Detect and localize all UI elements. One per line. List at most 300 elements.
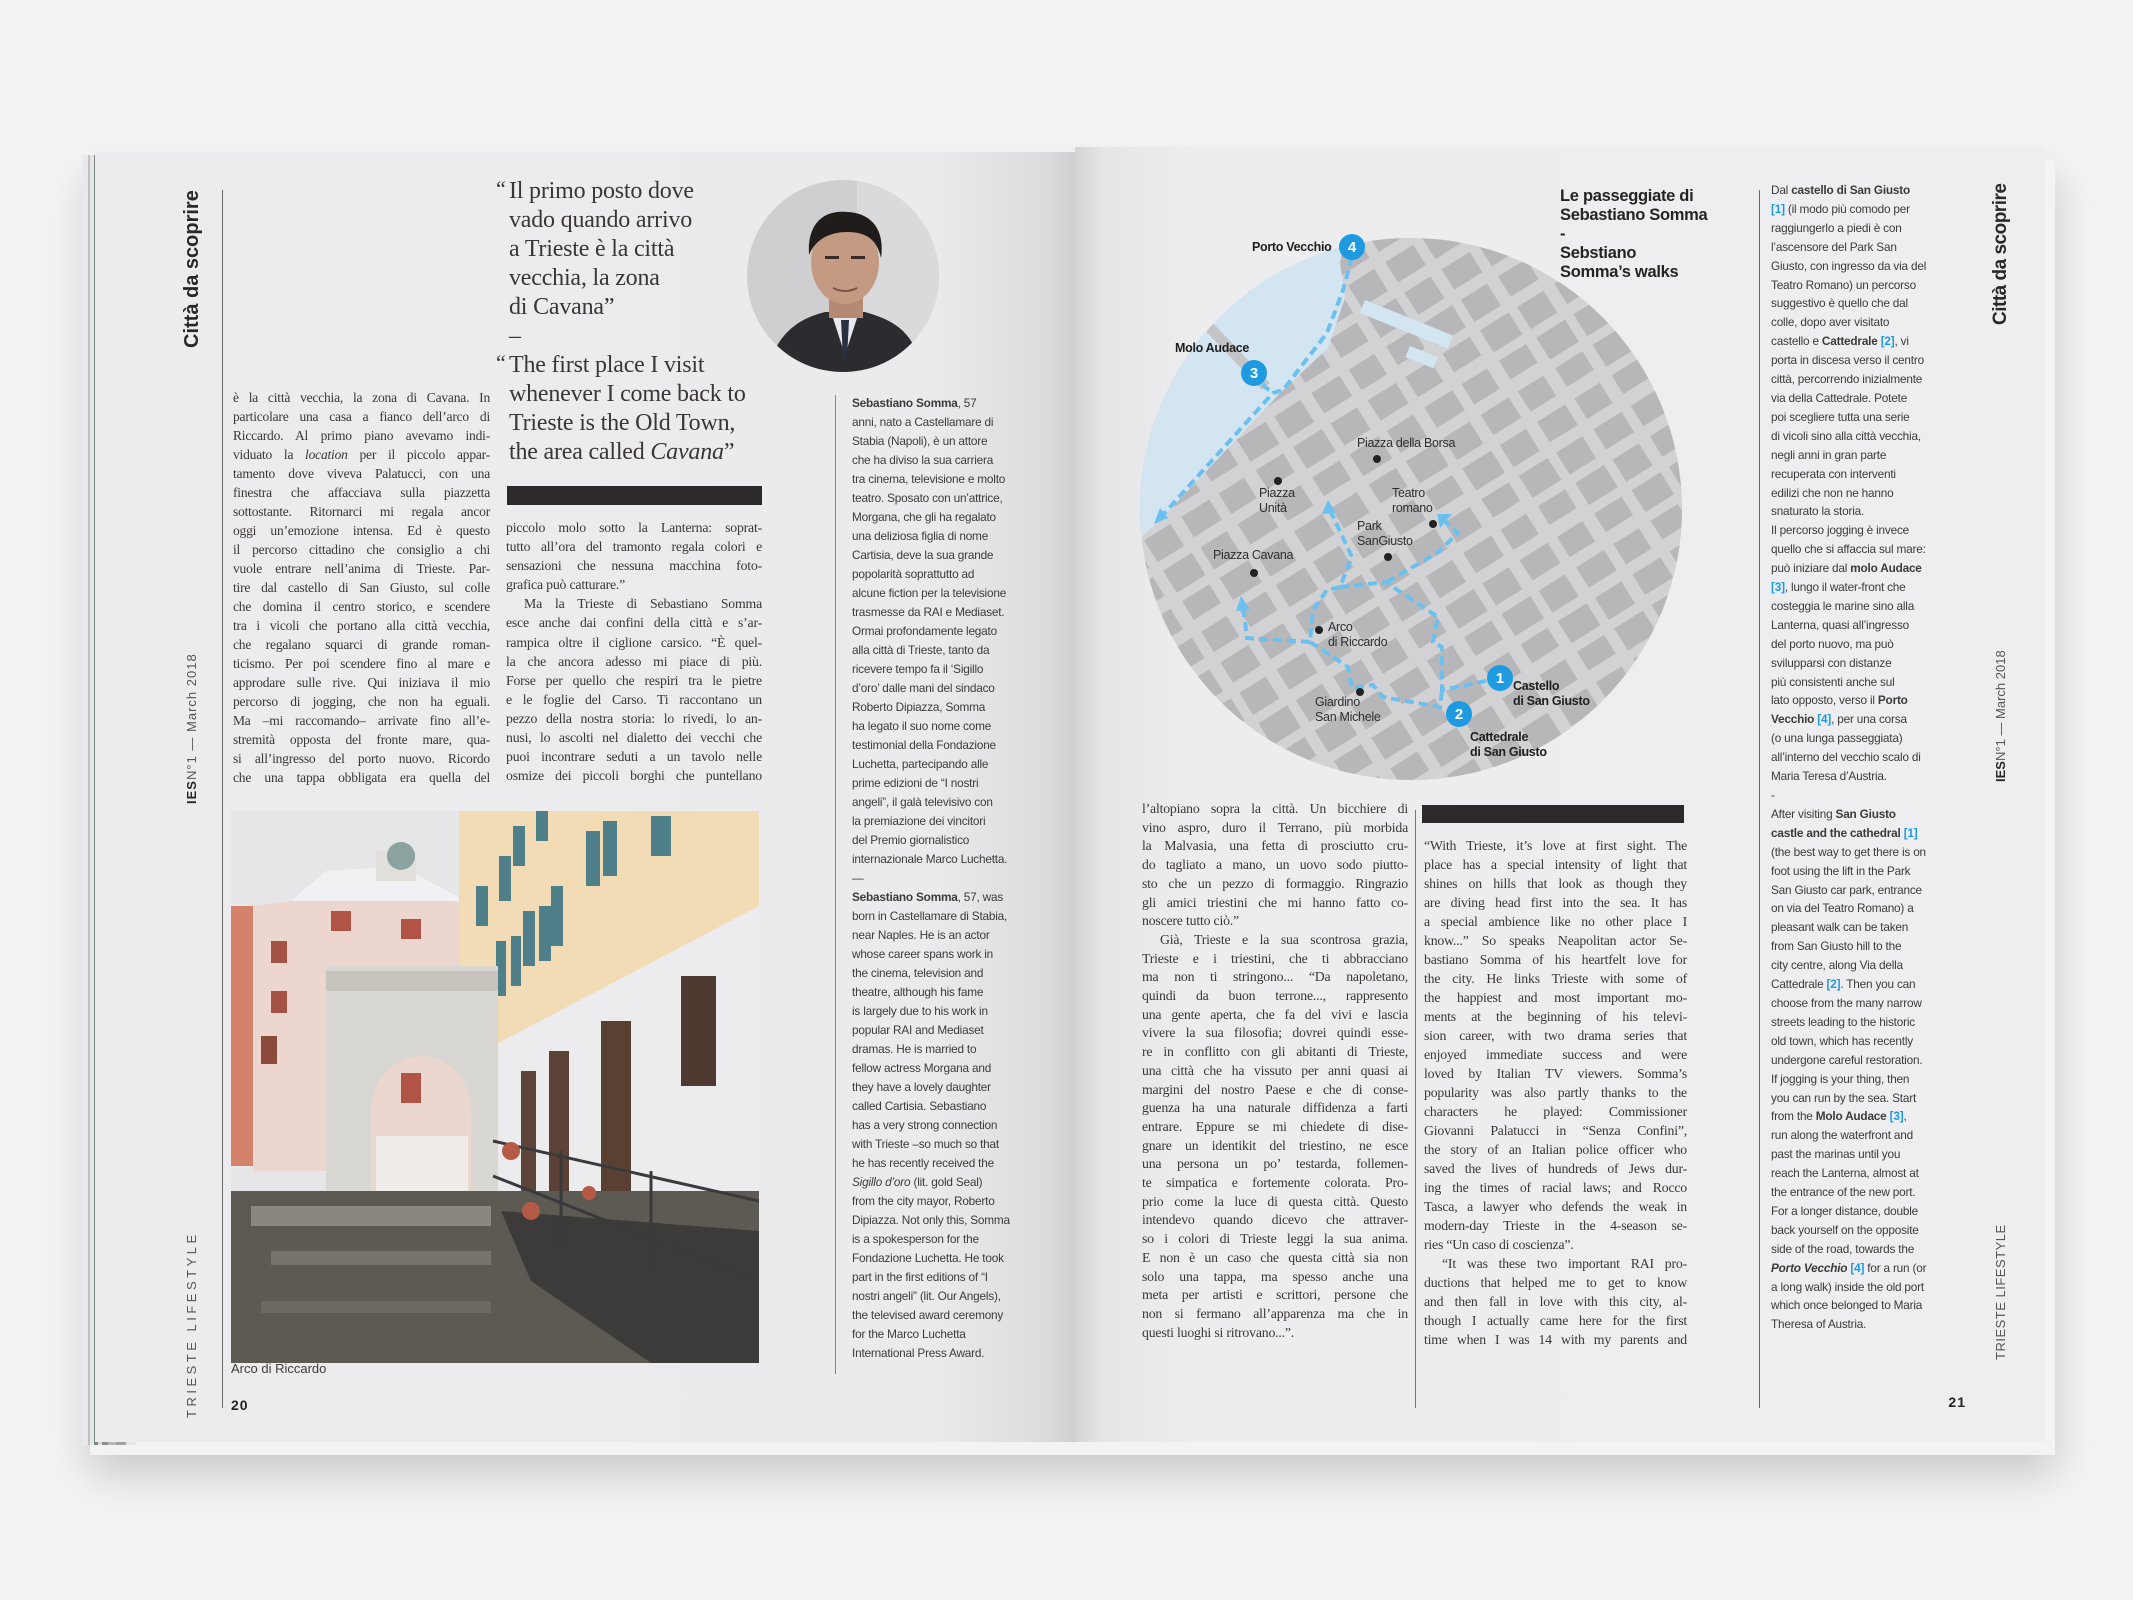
text-line bbox=[852, 1116, 1042, 1135]
text-line bbox=[852, 793, 1042, 812]
map-building-block bbox=[1592, 245, 1630, 281]
map-reference: [1] bbox=[1771, 201, 1785, 216]
text-run: pleasant walk can be taken bbox=[1771, 920, 1909, 935]
text-line bbox=[509, 293, 746, 322]
text-line bbox=[852, 1344, 1042, 1363]
text-line bbox=[1142, 1024, 1408, 1043]
text-line bbox=[852, 831, 1042, 850]
place-label-arco-di-riccardo bbox=[1328, 620, 1387, 650]
photo-image bbox=[231, 811, 759, 1363]
text-run: is largely due to his work in bbox=[852, 1004, 988, 1018]
text-run: recuperata con interventi bbox=[1771, 466, 1896, 481]
text-run: finestra che affacciava sulla piazzetta bbox=[233, 485, 490, 500]
text-line bbox=[852, 1306, 1042, 1325]
map-building-block bbox=[1140, 630, 1148, 668]
text-line bbox=[1771, 881, 1971, 900]
text-line bbox=[233, 502, 490, 521]
text-line bbox=[509, 438, 746, 467]
text-run: place has a special intensity of light that bbox=[1424, 857, 1687, 872]
text-line bbox=[1771, 956, 1971, 975]
text-line bbox=[1142, 1006, 1408, 1025]
place-label-giardino-san-michele bbox=[1315, 695, 1381, 725]
text-line bbox=[233, 616, 490, 635]
map-building-block bbox=[1165, 723, 1204, 759]
map-building-block bbox=[1184, 754, 1222, 780]
text-run: prio come la luce di questa città. Questo bbox=[1142, 1193, 1408, 1209]
text-line bbox=[852, 679, 1042, 698]
marker-label-cattedrale bbox=[1470, 730, 1547, 760]
text-run: which once belonged to Maria bbox=[1771, 1298, 1923, 1313]
text-line bbox=[509, 264, 746, 293]
map-building-block bbox=[1578, 720, 1618, 758]
place-dot bbox=[1274, 477, 1282, 485]
text-run: International Press Award. bbox=[852, 1346, 985, 1360]
text-run: ricevere tempo fa il ‘Sigillo bbox=[852, 662, 984, 676]
text-run: Già, Trieste e la sua scontrosa grazia, bbox=[1160, 931, 1408, 947]
text-run: una persona un po’ testarda, follemen- bbox=[1142, 1156, 1408, 1172]
text-run: vino aspro, duro il Terrano, più morbida bbox=[1142, 819, 1408, 835]
column-rule bbox=[1415, 810, 1416, 1408]
text-run: loved by Italian TV viewers. Somma’s bbox=[1424, 1066, 1687, 1081]
text-run: characters he played: Commissioner bbox=[1424, 1104, 1687, 1119]
section-title: Città da scoprire bbox=[181, 190, 203, 348]
text-run: After visiting bbox=[1771, 806, 1836, 821]
text-line bbox=[1142, 875, 1408, 894]
text-run: has a very strong connection bbox=[852, 1118, 998, 1132]
label-line: Unità bbox=[1259, 501, 1287, 515]
map-building-block bbox=[1611, 273, 1652, 311]
marker-label-castello bbox=[1513, 679, 1590, 709]
text-run: (il modo più comodo per bbox=[1784, 201, 1910, 216]
text-run: vado quando arrivo bbox=[509, 207, 693, 233]
text-run: una gente aperta, che fa del vivi e lascia bbox=[1142, 1006, 1408, 1022]
text-run: la Malvasia, una fetta di prosciutto cru- bbox=[1142, 838, 1408, 854]
text-run: Il primo posto dove bbox=[509, 178, 694, 204]
text-run: streets leading to the historic bbox=[1771, 1014, 1915, 1029]
text-line bbox=[233, 654, 490, 673]
text-run: side of the road, towards the bbox=[1771, 1241, 1915, 1256]
text-run: for a run (or bbox=[1864, 1260, 1927, 1275]
text-line bbox=[1424, 912, 1687, 931]
text-line bbox=[1771, 1089, 1971, 1108]
label-line: Park bbox=[1357, 519, 1382, 533]
text-run: If jogging is your thing, then bbox=[1771, 1071, 1910, 1086]
text-run: Theresa of Austria. bbox=[1771, 1317, 1867, 1332]
text-run: intendevo quando dicevo che attraver- bbox=[1142, 1212, 1408, 1228]
text-line bbox=[1771, 465, 1971, 484]
text-line bbox=[1771, 351, 1971, 370]
marker-label-molo-audace bbox=[1175, 341, 1249, 356]
bold-text: castello di San Giusto bbox=[1791, 183, 1911, 197]
text-line bbox=[506, 766, 762, 785]
text-run: tra i vicoli che portano alla città vecchia, bbox=[233, 618, 490, 633]
place-label-piazza-cavana bbox=[1213, 548, 1293, 563]
text-line bbox=[1771, 748, 1971, 767]
label-line: Arco bbox=[1328, 620, 1353, 634]
text-run: Giovanni Palatucci in “Senza Confini”, bbox=[1424, 1123, 1687, 1138]
text-line bbox=[852, 1249, 1042, 1268]
text-line bbox=[852, 1097, 1042, 1116]
text-run: prime edizioni de “I nostri bbox=[852, 776, 979, 790]
text-line bbox=[233, 578, 490, 597]
map-building-block bbox=[1297, 769, 1335, 780]
walks-heading-italian: Le passeggiate di Sebastiano Somma bbox=[1560, 187, 1708, 224]
text-run: , bbox=[1903, 1109, 1907, 1124]
decorative-black-bar bbox=[1422, 805, 1684, 823]
article-column-2 bbox=[506, 518, 762, 785]
text-line bbox=[1424, 950, 1687, 969]
text-line bbox=[1771, 635, 1971, 654]
text-line bbox=[506, 709, 762, 728]
text-run: di Cavana” bbox=[509, 294, 615, 320]
text-line bbox=[1142, 856, 1408, 875]
text-line bbox=[852, 565, 1042, 584]
text-line bbox=[1424, 855, 1687, 874]
text-line bbox=[1142, 1268, 1408, 1287]
text-run: the city. He links Trieste with some of bbox=[1424, 971, 1687, 986]
label-line: Piazza bbox=[1259, 486, 1295, 500]
text-run: raggiungerlo a piedi è con bbox=[1771, 220, 1902, 235]
map-building-block bbox=[1221, 730, 1260, 766]
text-line bbox=[233, 635, 490, 654]
text-line bbox=[1771, 427, 1971, 446]
text-line bbox=[233, 407, 490, 426]
text-line bbox=[509, 380, 746, 409]
text-run: from San Giusto hill to the bbox=[1771, 939, 1902, 954]
map-building-block bbox=[1649, 334, 1682, 374]
text-run: Dal bbox=[1771, 183, 1792, 197]
text-run: (lit. gold Seal) bbox=[910, 1175, 983, 1189]
text-line bbox=[1771, 540, 1971, 559]
left-margin-rule bbox=[222, 190, 223, 1408]
quote-open-mark: “ bbox=[496, 176, 506, 201]
text-run: la premiazione dei vincitori bbox=[852, 814, 986, 828]
text-line bbox=[852, 470, 1042, 489]
text-run: sion career, with two drama series that bbox=[1424, 1028, 1687, 1043]
text-run: osmize dei piccoli borghi che puntellano bbox=[506, 768, 762, 784]
text-run: ing the times of racial laws; and Rocco bbox=[1424, 1180, 1687, 1195]
text-line bbox=[852, 1173, 1042, 1192]
bold-text: Sebastiano Somma bbox=[852, 890, 958, 904]
text-run: , 57, was bbox=[957, 890, 1004, 904]
text-line bbox=[852, 926, 1042, 945]
text-run: know...” So speaks Neapolitan actor Se- bbox=[1424, 933, 1687, 948]
text-line bbox=[1771, 238, 1971, 257]
text-line bbox=[233, 749, 490, 768]
text-run: costeggia le marine sino alla bbox=[1771, 598, 1915, 613]
text-run: E non è un caso che questa città sia non bbox=[1142, 1249, 1408, 1265]
text-line bbox=[1771, 1202, 1971, 1221]
text-run: viduato la bbox=[233, 447, 306, 462]
text-line bbox=[1771, 1240, 1971, 1259]
label-line: Castello bbox=[1513, 679, 1560, 693]
text-run: per il piccolo appar- bbox=[347, 447, 490, 462]
text-line bbox=[1142, 1155, 1408, 1174]
text-line bbox=[852, 603, 1042, 622]
text-line bbox=[1424, 1026, 1687, 1045]
pull-quote bbox=[496, 177, 746, 467]
text-line bbox=[1771, 1070, 1971, 1089]
text-line bbox=[852, 717, 1042, 736]
map-building-block bbox=[1648, 252, 1682, 288]
text-run: For a longer distance, double bbox=[1771, 1203, 1919, 1218]
text-run: d’oro’ dalle mani del sindaco bbox=[852, 681, 995, 695]
text-line bbox=[1424, 988, 1687, 1007]
map-marker-2[interactable]: 2 bbox=[1446, 701, 1472, 727]
text-run: do tagliato a mano, un uovo sodo piutto- bbox=[1142, 857, 1408, 873]
quote-italian-lines bbox=[496, 177, 746, 322]
text-run: The first place I visit bbox=[509, 352, 705, 378]
magazine-name-right: TRIESTE LIFESTYLE bbox=[1993, 1224, 2008, 1360]
text-run: enjoyed immediate success and were bbox=[1424, 1047, 1687, 1062]
text-run: foot using the lift in the Park bbox=[1771, 863, 1911, 878]
text-line bbox=[1771, 899, 1971, 918]
text-line bbox=[1424, 1311, 1687, 1330]
text-line bbox=[852, 774, 1042, 793]
map-building-block bbox=[1630, 305, 1670, 343]
text-run: a special ambience like no other place I bbox=[1424, 914, 1687, 929]
text-line bbox=[1771, 691, 1971, 710]
map-building-block bbox=[1140, 715, 1147, 751]
text-run: modern-day Trieste in the 4-season se- bbox=[1424, 1218, 1687, 1233]
text-line bbox=[1771, 1013, 1971, 1032]
text-line bbox=[1142, 1193, 1408, 1212]
text-run: , 57 bbox=[957, 396, 977, 410]
text-line bbox=[852, 1287, 1042, 1306]
text-line bbox=[233, 711, 490, 730]
text-line bbox=[1771, 1315, 1971, 1334]
text-run: l’altopiano sopra la città. Un bicchiere di bbox=[1142, 801, 1408, 816]
text-line bbox=[852, 451, 1042, 470]
text-line bbox=[233, 388, 490, 407]
text-line bbox=[1424, 1197, 1687, 1216]
text-line bbox=[852, 945, 1042, 964]
text-run: Ma –mi raccomando– arrivate fino all’e- bbox=[233, 713, 490, 728]
text-run: - bbox=[1771, 788, 1775, 802]
text-line bbox=[852, 736, 1042, 755]
text-run: , vi bbox=[1894, 334, 1909, 349]
text-line bbox=[852, 1192, 1042, 1211]
text-line bbox=[1142, 1062, 1408, 1081]
walks-column bbox=[1771, 181, 1971, 1334]
label-line: SanGiusto bbox=[1357, 534, 1413, 548]
text-run: popular RAI and Mediaset bbox=[852, 1023, 984, 1037]
text-line bbox=[233, 768, 490, 787]
text-line bbox=[506, 594, 762, 613]
text-line bbox=[1771, 578, 1971, 597]
text-line bbox=[852, 964, 1042, 983]
text-line bbox=[852, 869, 1042, 888]
photo-caption: Arco di Riccardo bbox=[231, 1361, 327, 1376]
text-run: Fondazione Luchetta. He took bbox=[852, 1251, 1004, 1265]
label-line: Piazza della Borsa bbox=[1357, 436, 1456, 450]
text-line bbox=[1771, 1145, 1971, 1164]
text-line bbox=[1142, 1043, 1408, 1062]
text-line bbox=[1424, 1292, 1687, 1311]
text-run: quindi da buon terrone..., rappresento bbox=[1142, 988, 1408, 1004]
text-line bbox=[1771, 276, 1971, 295]
text-run: from the city mayor, Roberto bbox=[852, 1194, 995, 1208]
text-line bbox=[1424, 1007, 1687, 1026]
text-run: ” bbox=[723, 439, 735, 465]
text-line bbox=[1142, 1211, 1408, 1230]
text-run: with Trieste –so much so that bbox=[852, 1137, 999, 1151]
text-line bbox=[233, 445, 490, 464]
map-building-block bbox=[1573, 238, 1612, 249]
map-building-block bbox=[1240, 761, 1278, 780]
map-building-block bbox=[1160, 238, 1201, 254]
map-building-block bbox=[1535, 238, 1573, 274]
text-line bbox=[1771, 408, 1971, 427]
text-line bbox=[1771, 824, 1971, 843]
text-run: reach the Lanterna, almost at bbox=[1771, 1166, 1919, 1181]
text-line bbox=[506, 747, 762, 766]
text-run: snaturato la storia. bbox=[1771, 504, 1865, 519]
text-line bbox=[852, 660, 1042, 679]
text-line bbox=[1142, 950, 1408, 969]
text-run: the happiest and most important mo- bbox=[1424, 990, 1687, 1005]
text-line bbox=[506, 652, 762, 671]
text-run: . Then you can bbox=[1840, 977, 1916, 992]
map-building-block bbox=[1667, 281, 1682, 319]
text-run: the entrance of the new port. bbox=[1771, 1185, 1916, 1200]
text-run: più consistenti anche sul bbox=[1771, 674, 1895, 689]
issue-brand: IES bbox=[184, 779, 199, 804]
text-run: Ma la Trieste di Sebastiano Somma bbox=[524, 596, 762, 612]
page-number-right: 21 bbox=[1948, 1394, 1966, 1410]
place-dot bbox=[1429, 520, 1437, 528]
text-run: “With Trieste, it’s love at first sight. The bbox=[1424, 838, 1687, 853]
text-line bbox=[1771, 313, 1971, 332]
map-marker-3[interactable]: 3 bbox=[1241, 360, 1267, 386]
text-line bbox=[1424, 1064, 1687, 1083]
text-line bbox=[1142, 1230, 1408, 1249]
text-line bbox=[506, 556, 762, 575]
text-line bbox=[852, 489, 1042, 508]
text-run: shines on hills that look as though they bbox=[1424, 876, 1687, 891]
text-run: Forse per quello che respiri tra le pietre bbox=[506, 672, 762, 688]
map-reference: [3] bbox=[1771, 580, 1785, 595]
text-run: margini del nostro Paese e che di conse- bbox=[1142, 1081, 1408, 1097]
text-run: Stabia (Napoli), è un attore bbox=[852, 434, 988, 448]
text-run: tra cinema, televisione e molto bbox=[852, 472, 1006, 486]
text-run: vivere la sua filosofia; dovrei quindi esse- bbox=[1142, 1025, 1408, 1041]
text-run: meta per artisti e scrittori, persone che bbox=[1142, 1287, 1408, 1303]
text-run: he has recently received the bbox=[852, 1156, 994, 1170]
text-line bbox=[1771, 559, 1971, 578]
text-line bbox=[506, 518, 762, 537]
text-line bbox=[1142, 1174, 1408, 1193]
text-line bbox=[852, 755, 1042, 774]
text-run: porta in discesa verso il centro bbox=[1771, 353, 1924, 368]
text-run: che domina il centro storico, e scendere bbox=[233, 599, 490, 614]
text-line bbox=[852, 1078, 1042, 1097]
text-run: all’interno del vecchio scalo di bbox=[1771, 750, 1921, 765]
text-run: (o una lunga passeggiata) bbox=[1771, 731, 1903, 746]
text-run: il percorso cittadino che consiglio a chi bbox=[233, 542, 490, 557]
text-run: teatro. Sposato con un’attrice, bbox=[852, 491, 1003, 505]
text-run: colle, dopo aver visitato bbox=[1771, 315, 1890, 330]
bold-italic-text: Porto Vecchio bbox=[1771, 1260, 1848, 1275]
text-run: che ha diviso la sua carriera bbox=[852, 453, 994, 467]
text-run: Teatro Romano) un percorso bbox=[1771, 277, 1916, 292]
map-reference: [2] bbox=[1880, 334, 1895, 349]
text-run: so i colori di Trieste leggi la sua anima. bbox=[1142, 1231, 1408, 1247]
text-line bbox=[1771, 502, 1971, 521]
text-line bbox=[1424, 1102, 1687, 1121]
bold-text: molo Audace bbox=[1850, 561, 1922, 576]
text-line bbox=[852, 1268, 1042, 1287]
bold-text: San Giusto bbox=[1835, 806, 1896, 821]
text-run: they have a lovely daughter bbox=[852, 1080, 991, 1094]
text-run: e le foglie del Carso. Ti raccontano un bbox=[506, 691, 762, 707]
bio-column bbox=[852, 394, 1042, 1363]
map-building-block bbox=[1652, 674, 1682, 710]
text-run: Roberto Dipiazza, Somma bbox=[852, 700, 986, 714]
bold-text: Porto bbox=[1877, 693, 1908, 708]
text-run: popularity was also partly thanks to the bbox=[1424, 1085, 1687, 1100]
text-line bbox=[1142, 1081, 1408, 1100]
map-building-block bbox=[1216, 238, 1257, 261]
text-line bbox=[1771, 332, 1971, 351]
text-line bbox=[506, 537, 762, 556]
map-reference: [2] bbox=[1826, 977, 1841, 992]
text-line bbox=[1771, 1278, 1971, 1297]
text-run: internazionale Marco Luchetta. bbox=[852, 852, 1008, 866]
text-line bbox=[1142, 1249, 1408, 1268]
text-line bbox=[852, 1059, 1042, 1078]
text-run: del porto nuovo, ma può bbox=[1771, 636, 1894, 651]
text-run: quello che si affaccia sul mare: bbox=[1771, 542, 1926, 557]
text-run: you can run by the sea. Start bbox=[1771, 1090, 1917, 1105]
text-run: city centre, along Via della bbox=[1771, 958, 1903, 973]
text-line bbox=[1771, 257, 1971, 276]
text-run: the televised award ceremony bbox=[852, 1308, 1004, 1322]
bold-text: Cattedrale bbox=[1821, 334, 1878, 349]
text-line bbox=[1771, 937, 1971, 956]
text-run: bastiano Somma of his heartfelt love for bbox=[1424, 952, 1687, 967]
text-line bbox=[1771, 710, 1971, 729]
text-run: pezzo della nostra storia: lo rivedi, lo an- bbox=[506, 710, 762, 726]
map-marker-4[interactable]: 4 bbox=[1339, 234, 1365, 260]
text-run: ductions that helped me to get to know bbox=[1424, 1275, 1687, 1290]
map-building-block bbox=[1597, 749, 1640, 780]
text-run: dramas. He is married to bbox=[852, 1042, 977, 1056]
text-line bbox=[1424, 1330, 1687, 1349]
text-line bbox=[233, 540, 490, 559]
text-line bbox=[1424, 931, 1687, 950]
text-run: angeli”, il galà televisivo con bbox=[852, 795, 993, 809]
text-run: poi scegliere tutta una serie bbox=[1771, 409, 1910, 424]
text-run: vecchia, la zona bbox=[509, 265, 660, 291]
text-run: ticismo. Per poi scendere fino al mare e bbox=[233, 656, 490, 671]
text-run: piccolo molo sotto la Lanterna: soprat- bbox=[506, 520, 762, 535]
text-run: suggestivo è quello che dal bbox=[1771, 296, 1908, 311]
walks-map bbox=[1140, 238, 1682, 780]
text-run: trasmesse da RAI e Mediaset. bbox=[852, 605, 1005, 619]
text-run: stremità opposta del fronte mare, qua- bbox=[233, 732, 490, 747]
text-line bbox=[509, 206, 746, 235]
map-marker-1[interactable]: 1 bbox=[1487, 665, 1513, 691]
text-run: particolare una casa a fianco dell’arco di bbox=[233, 409, 490, 424]
text-run: guenza ha una naturale diffidenza a farti bbox=[1142, 1100, 1408, 1116]
text-line bbox=[852, 622, 1042, 641]
map-building-block bbox=[1147, 776, 1188, 780]
text-line bbox=[506, 613, 762, 632]
text-run: grafica può catturare.” bbox=[506, 577, 626, 593]
text-line bbox=[852, 907, 1042, 926]
text-run: whose career spans work in bbox=[852, 947, 994, 961]
